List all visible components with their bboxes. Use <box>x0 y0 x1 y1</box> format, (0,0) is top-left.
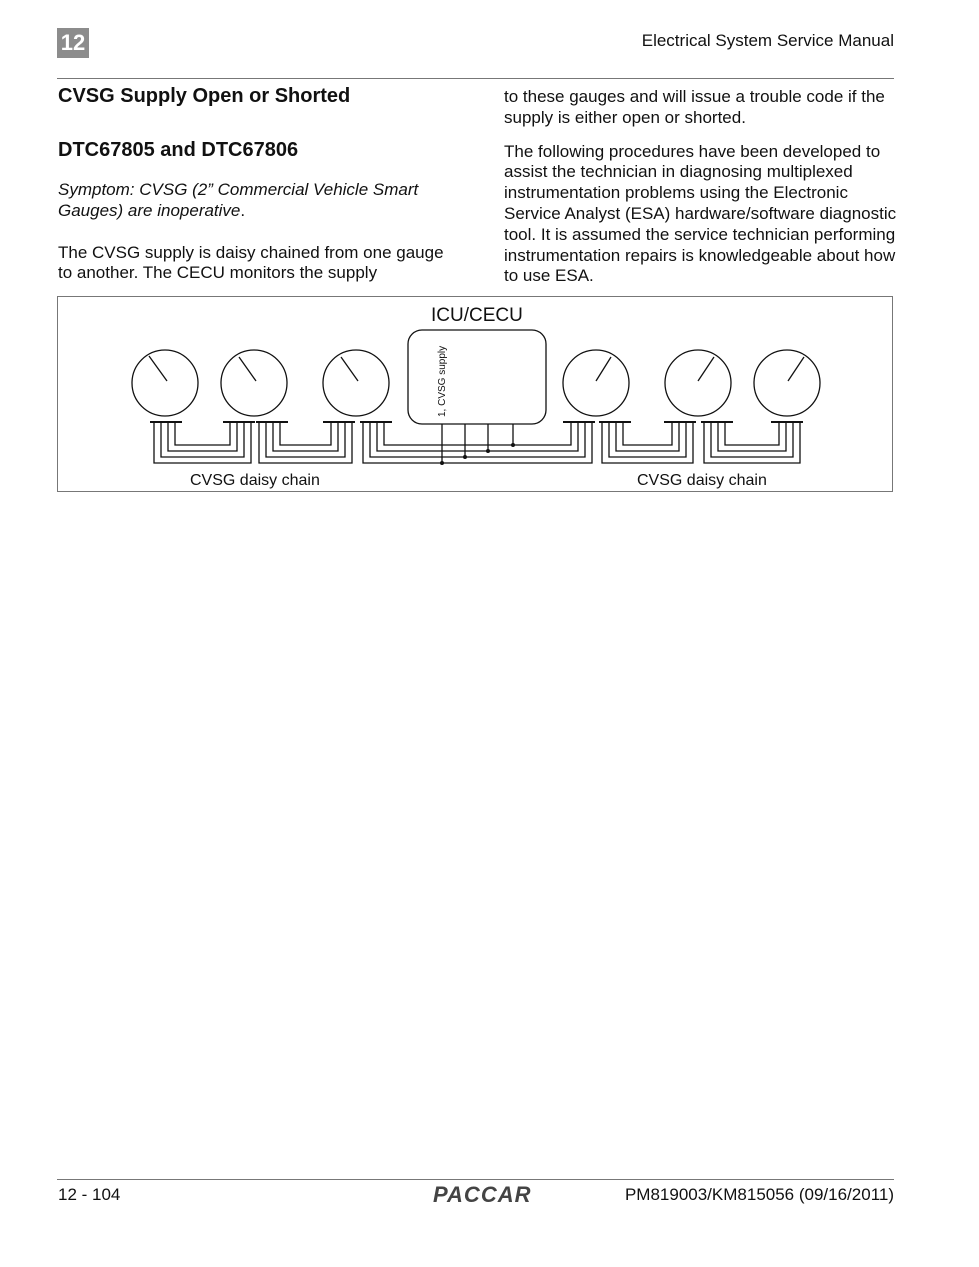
icu-cecu-module <box>408 330 546 424</box>
chapter-number-badge: 12 <box>57 28 89 58</box>
symptom-text: Symptom: CVSG (2” Commercial Vehicle Smart Gauges) are inoperative. <box>58 180 419 220</box>
gauge-icon <box>563 350 629 416</box>
right-daisy-chain-wires <box>442 422 800 463</box>
footer-divider <box>57 1179 894 1180</box>
left-column <box>58 84 453 305</box>
gauge-icon <box>221 350 287 416</box>
gauge-icon <box>132 350 198 416</box>
gauge-icon <box>754 350 820 416</box>
document-number: PM819003/KM815056 (09/16/2011) <box>624 1185 894 1204</box>
paragraph-intro: The CVSG supply is daisy chained from one gauge to another. The CECU monitors the supply <box>58 242 444 283</box>
gauge-icon <box>665 350 731 416</box>
header-divider <box>57 78 894 79</box>
left-daisy-chain-wires <box>154 422 513 463</box>
left-chain-label: CVSG daisy chain <box>190 472 320 489</box>
section-title: CVSG Supply Open or Shorted <box>58 85 351 107</box>
paragraph-intro-continued: to these gauges and will issue a trouble code if the supply is either open or shorted. <box>504 87 885 127</box>
pin-label: 1, CVSG supply <box>437 345 448 417</box>
module-label: ICU/CECU <box>431 305 523 326</box>
manual-title: Electrical System Service Manual <box>641 31 894 50</box>
paccar-logo: PACCAR <box>433 1182 532 1207</box>
wiring-diagram-svg <box>58 297 894 493</box>
paragraph-procedures: The following procedures have been developed to assist the technician in diagnosing multiplexed instrumentation problems using the Electronic Service Analyst (ESA) hardware/software diagnostic tool. It is assumed the service technician performing instrumentation repairs is knowledgeable about how to use ESA. <box>504 141 897 286</box>
section-subtitle: DTC67805 and DTC67806 <box>58 139 299 161</box>
page-number: 12 - 104 <box>58 1185 121 1204</box>
right-column <box>504 87 899 308</box>
right-chain-label: CVSG daisy chain <box>637 472 767 489</box>
cvsg-wiring-diagram <box>57 296 893 492</box>
gauge-icon <box>323 350 389 416</box>
